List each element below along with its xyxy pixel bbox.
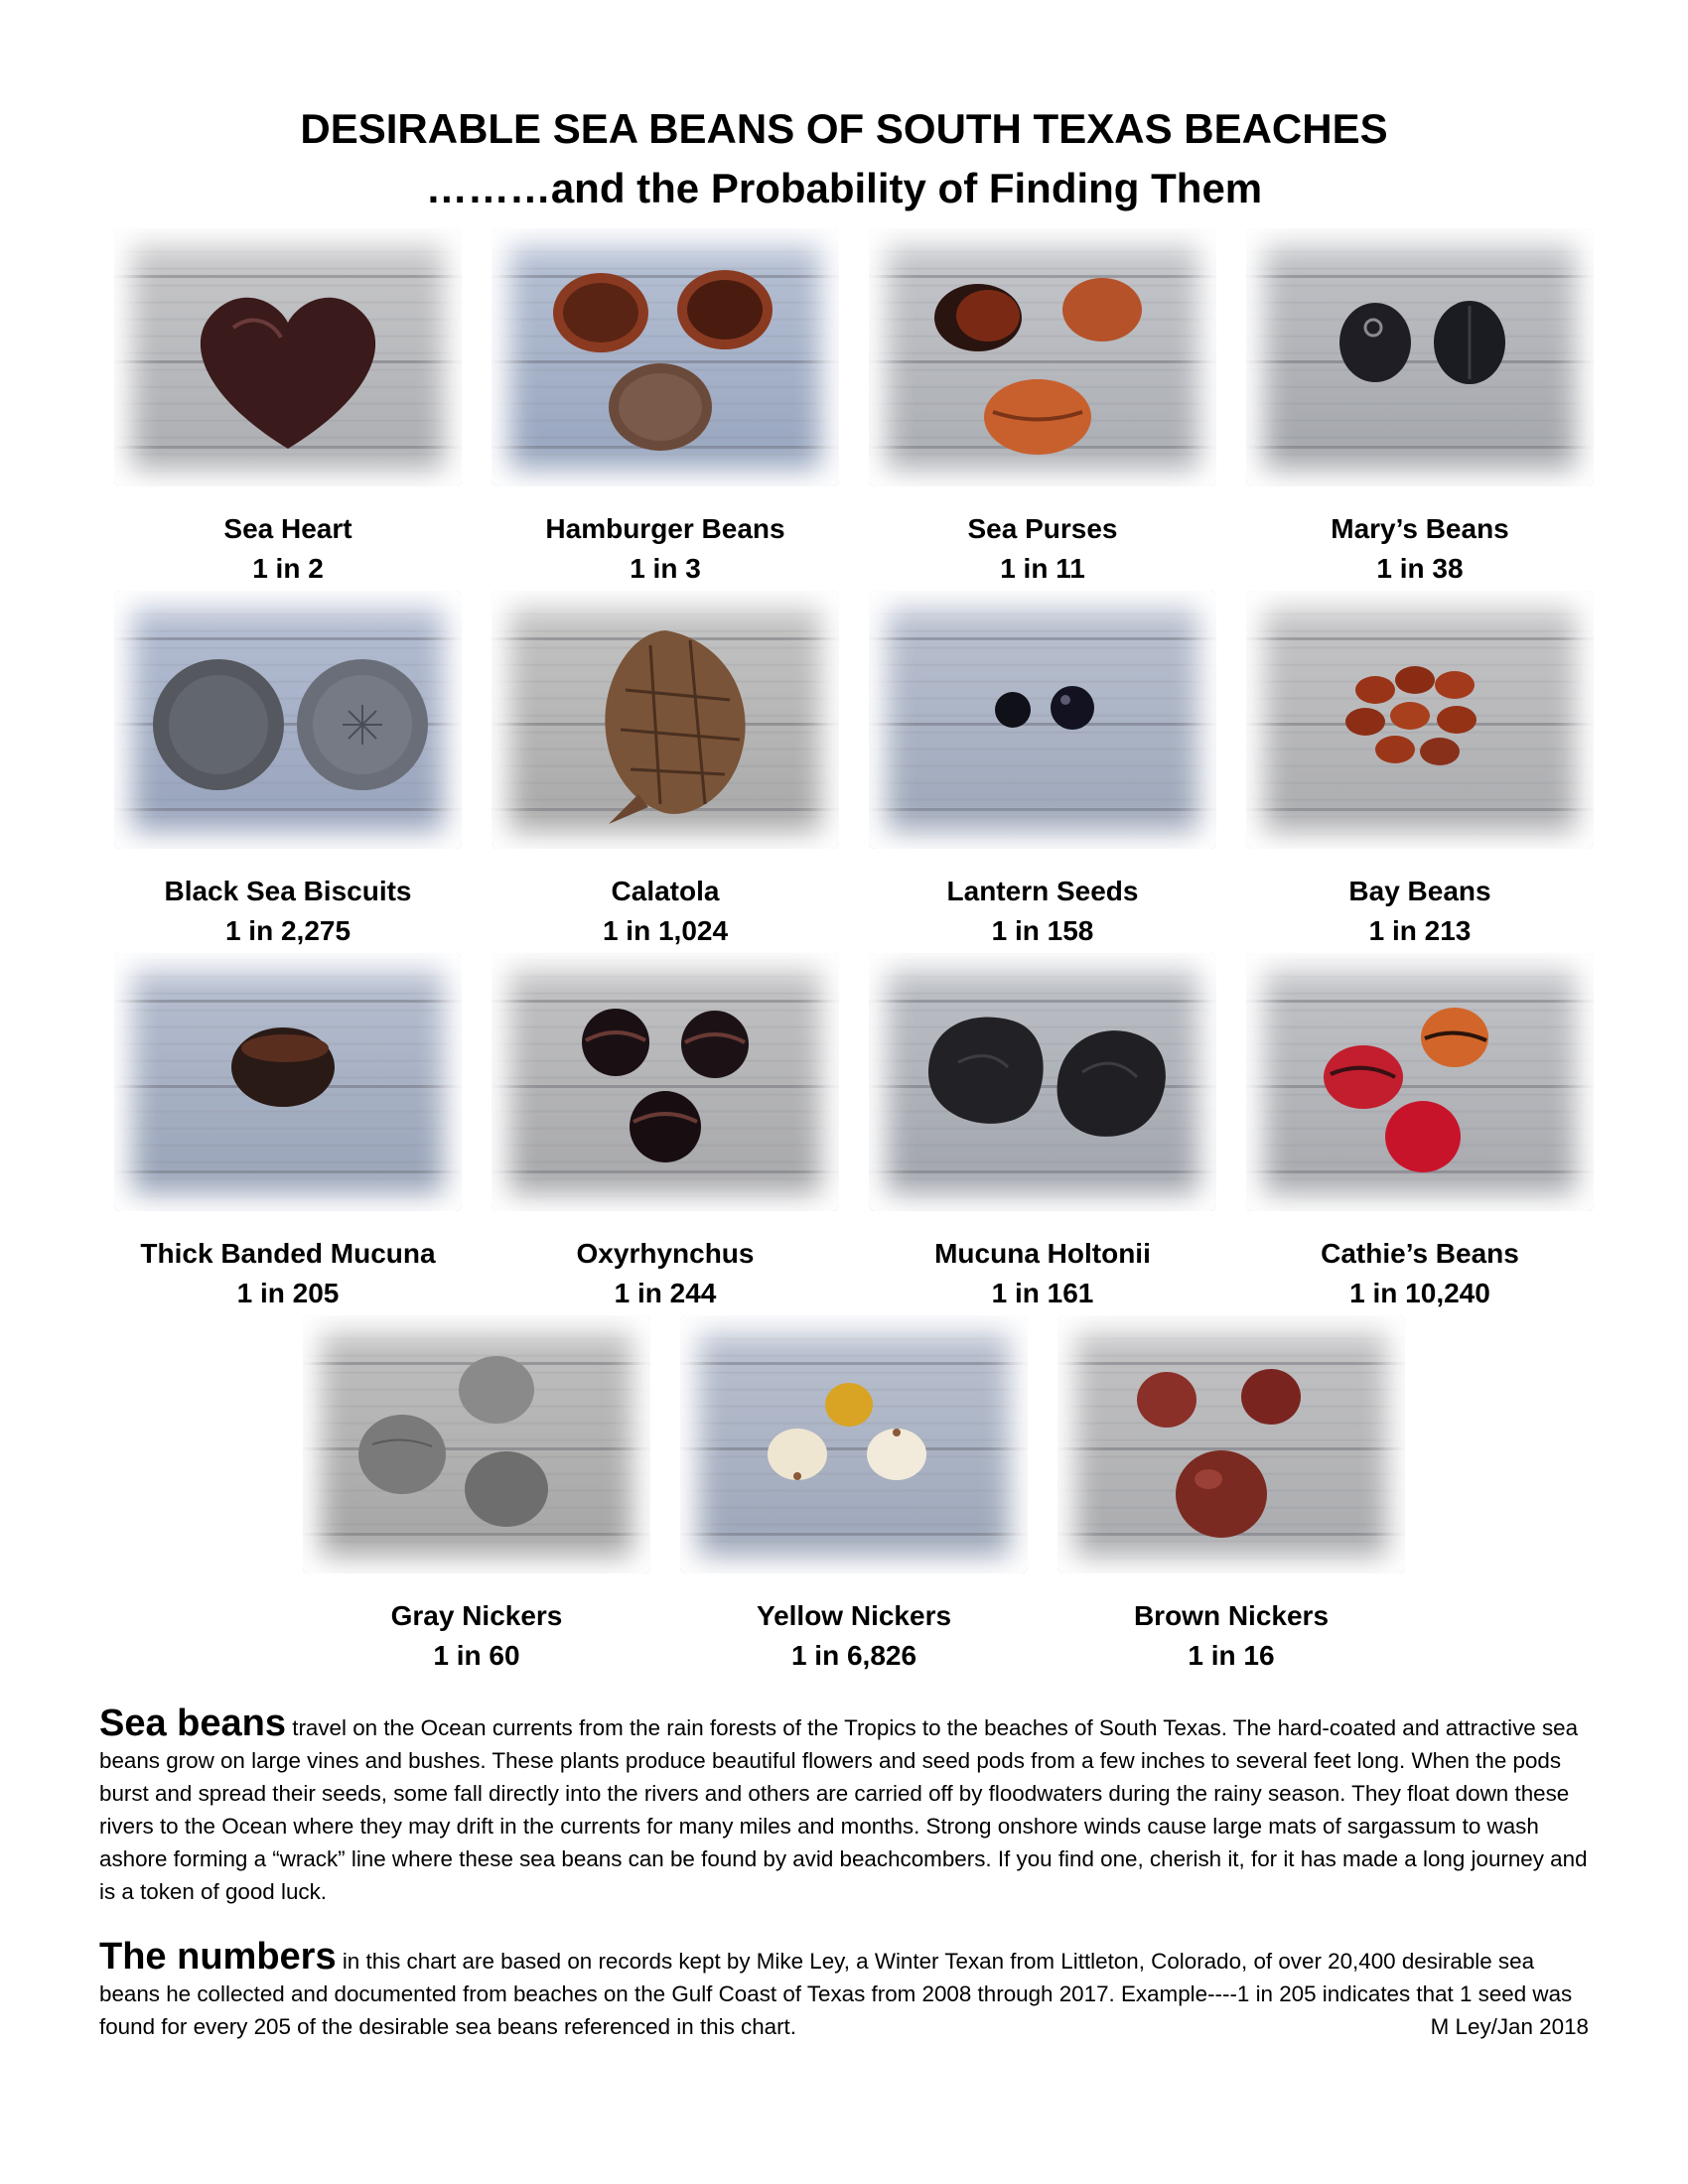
bean-odds: 1 in 60 [433,1640,520,1671]
bean-odds: 1 in 161 [991,1278,1094,1308]
bean-odds: 1 in 2,275 [224,915,352,946]
bean-name: Yellow Nickers [756,1600,952,1631]
bean-name: Thick Banded Mucuna [140,1238,436,1269]
bean-photo [114,228,462,486]
bean-photo [1246,228,1594,486]
bean-photo [492,591,839,849]
bean-odds: 1 in 16 [1188,1640,1275,1671]
bean-name: Cathie’s Beans [1321,1238,1519,1269]
bean-name: Sea Heart [223,513,352,544]
bean-odds: 1 in 10,240 [1349,1278,1490,1308]
paragraph-text: travel on the Ocean currents from the rain forests of the Tropics to the beaches of South Texas. The hard-coated and attractive sea beans grow on large vines and bushes. These plants produce beautiful flowers and seed pods from a few inches to several feet long. When the pods burst and spread their seeds, some fall directly into the rivers and others are carried off by floodwaters during the rainy season. They float down these rivers to the Ocean where they may drift in the currents for many miles and months. Strong onshore winds cause large mats of sargassum to wash ashore forming a “wrack” line where these sea beans can be found by avid beachcombers. If you find one, cherish it, for it has made a long journey and is a token of good luck. [99,1715,1588,1904]
bean-odds: 1 in 3 [630,553,701,584]
bean-photo [303,1315,650,1573]
bean-odds: 1 in 205 [236,1278,340,1308]
bean-odds: 1 in 158 [991,915,1094,946]
bean-photo [869,228,1216,486]
page-subtitle: ………and the Probability of Finding Them [425,165,1263,211]
paragraph-lead: The numbers [99,1936,337,1978]
bean-name: Brown Nickers [1133,1600,1330,1631]
bean-photo [1246,953,1594,1211]
bean-name: Hamburger Beans [545,513,785,544]
bean-photo [492,953,839,1211]
bean-name: Oxyrhynchus [576,1238,755,1269]
bean-name: Mucuna Holtonii [934,1238,1151,1269]
bean-photo [114,591,462,849]
numbers-paragraph [99,1936,1589,2043]
bean-name: Mary’s Beans [1331,513,1509,544]
bean-name: Black Sea Biscuits [164,876,412,906]
signature: M Ley/Jan 2018 [1430,2014,1589,2039]
bean-photo [869,591,1216,849]
paragraph-lead: Sea beans [99,1703,286,1744]
description-paragraph [99,1703,1589,1908]
bean-odds: 1 in 38 [1376,553,1464,584]
bean-photo [1057,1315,1405,1573]
bean-photo [869,953,1216,1211]
bean-photo [1246,591,1594,849]
bean-odds: 1 in 6,826 [790,1640,917,1671]
bean-odds: 1 in 2 [252,553,324,584]
bean-name: Lantern Seeds [946,876,1139,906]
bean-name: Gray Nickers [390,1600,563,1631]
bean-photo [492,228,839,486]
bean-name: Calatola [611,876,720,906]
bean-name: Sea Purses [967,513,1118,544]
bean-photo [114,953,462,1211]
paragraph-text: in this chart are based on records kept by Mike Ley, a Winter Texan from Littleton, Colorado, of over 20,400 desirable sea beans he collected and documented from beaches on the Gulf Coast of Texas from 2008 through 2017. Example----1 in 205 indicates that 1 seed was found for every 205 of the desirable sea beans referenced in this chart. [99,1949,1573,2039]
page-title: DESIRABLE SEA BEANS OF SOUTH TEXAS BEACHES [300,105,1388,152]
bean-photo [680,1315,1028,1573]
bean-odds: 1 in 213 [1368,915,1472,946]
bean-name: Bay Beans [1348,876,1491,906]
bean-odds: 1 in 11 [1000,553,1085,584]
bean-odds: 1 in 244 [614,1278,717,1308]
bean-odds: 1 in 1,024 [602,915,729,946]
